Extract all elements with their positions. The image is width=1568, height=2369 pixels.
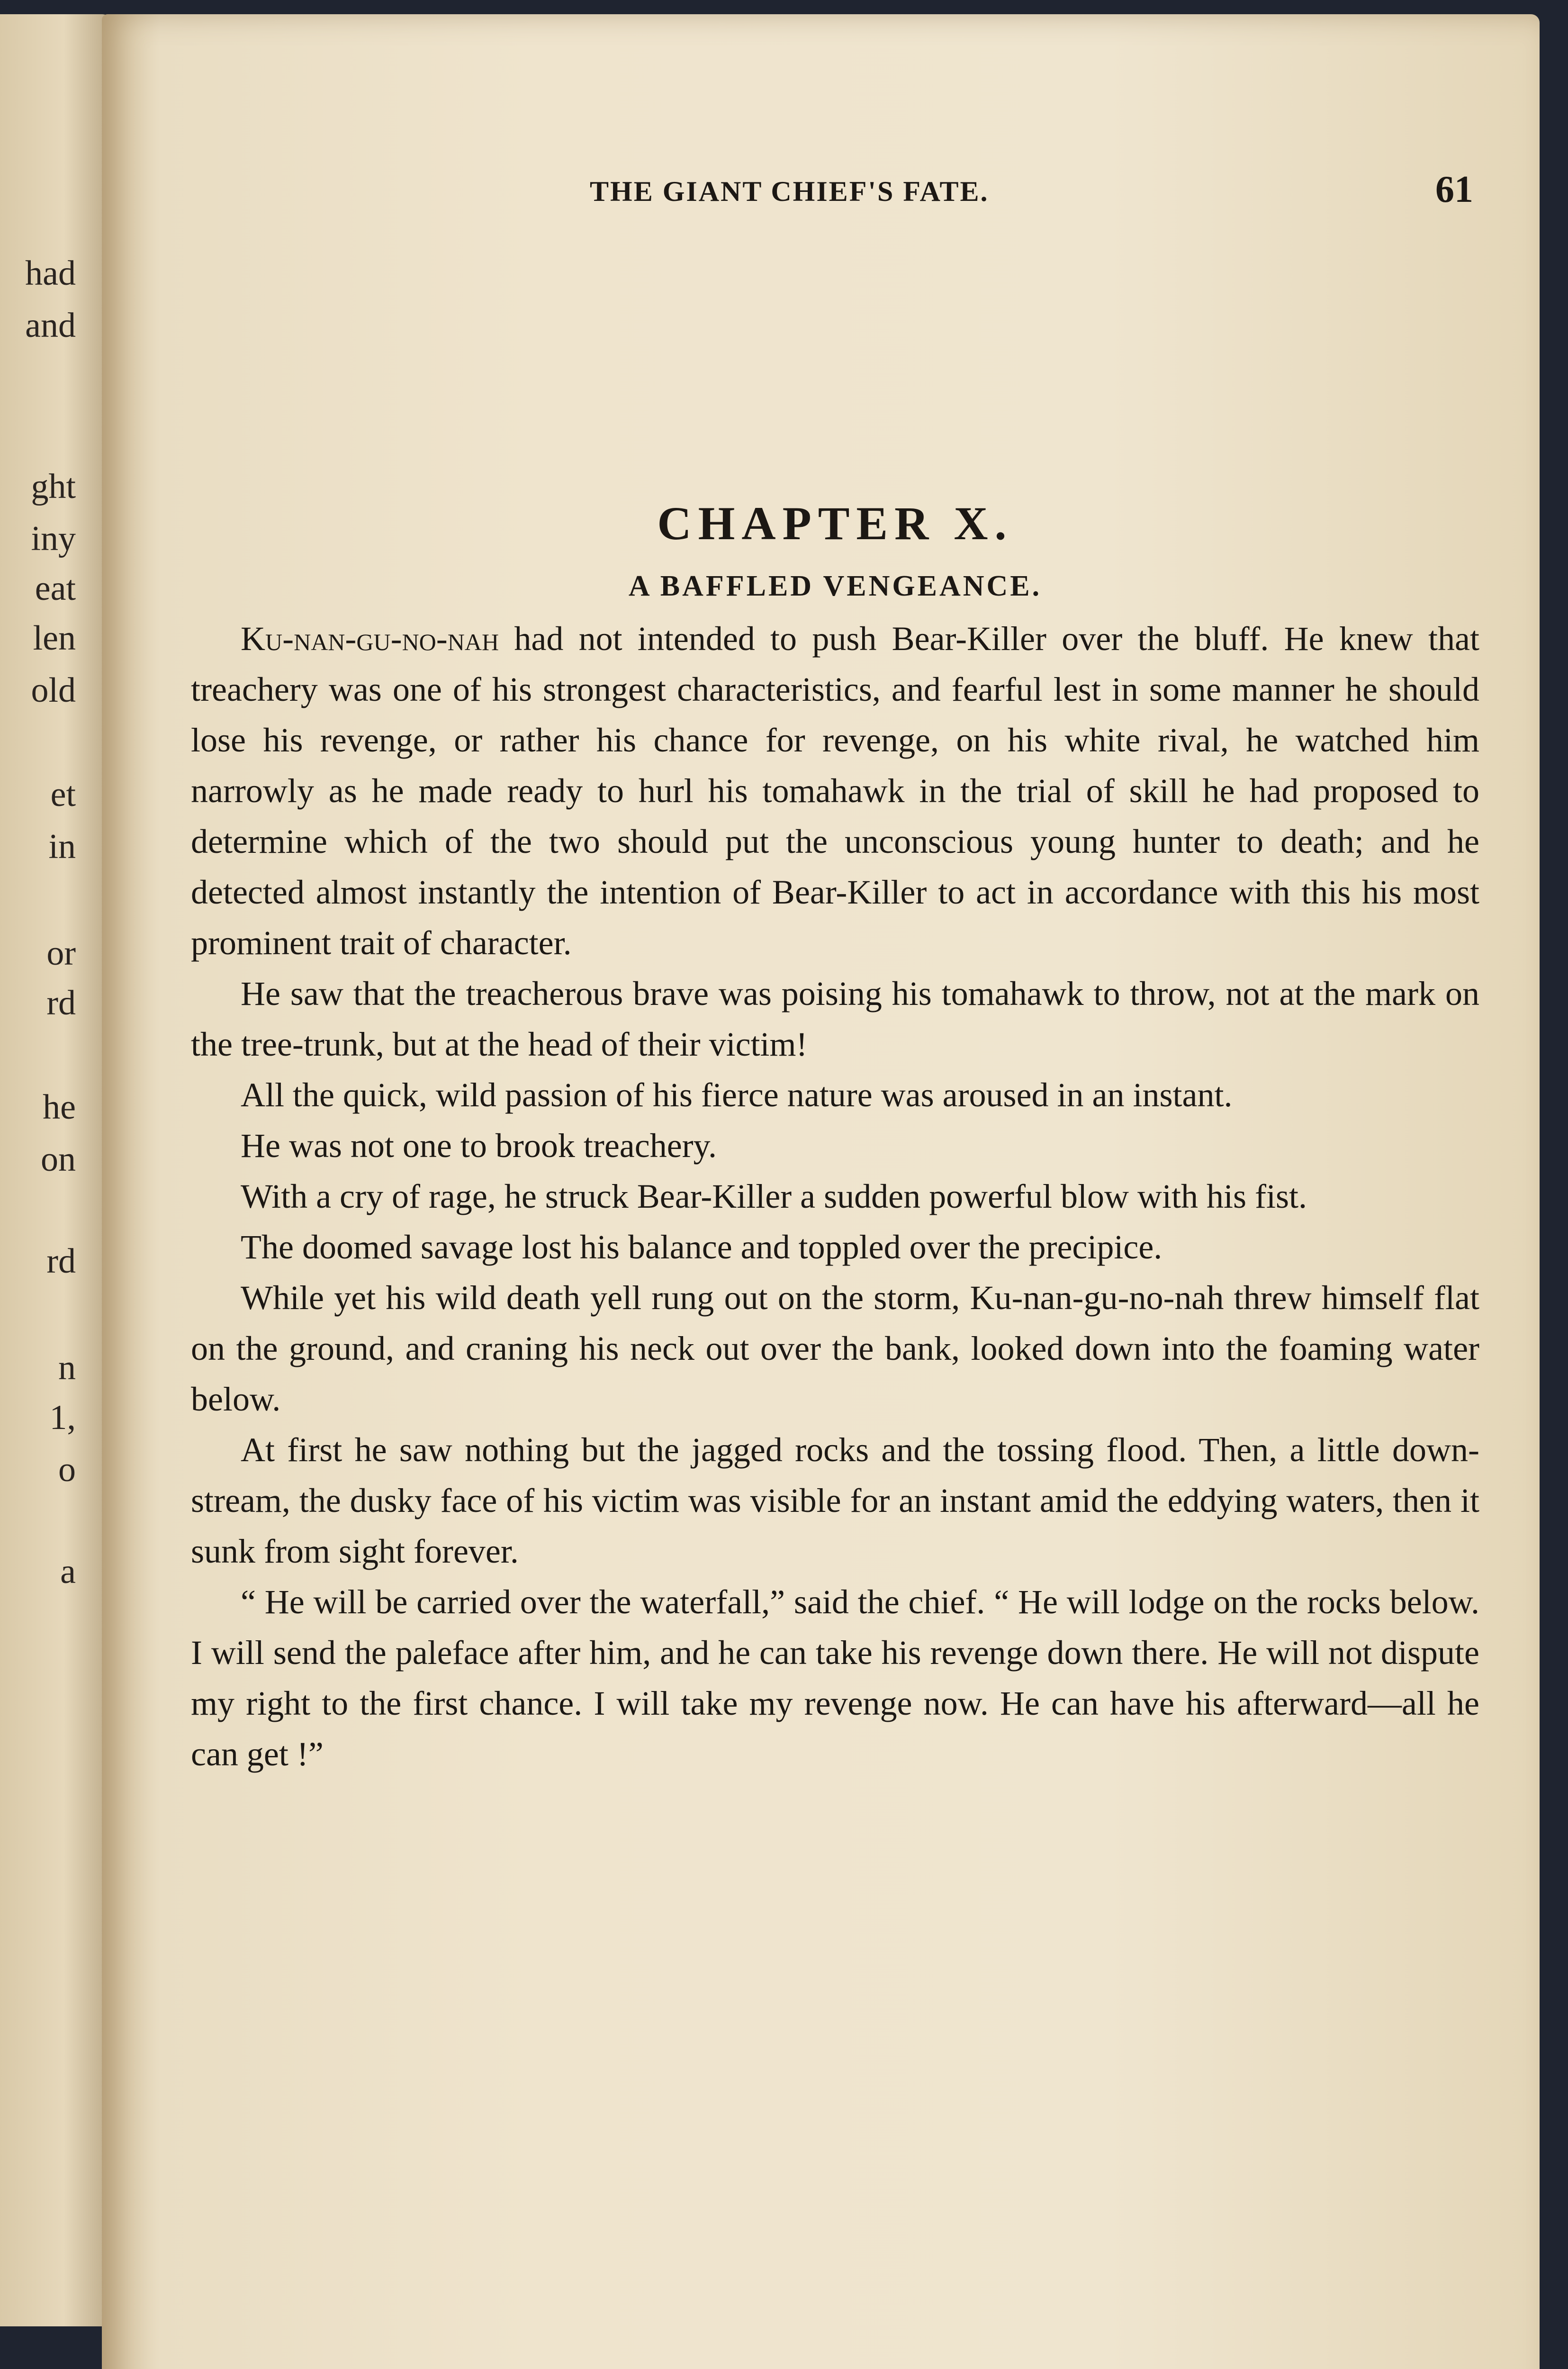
paragraph-text: He was not one to brook treachery. <box>241 1127 717 1165</box>
left-page-fragment: rd <box>46 1242 76 1281</box>
paragraph-text: He saw that the treacherous brave was poising his tomahawk to throw, not at the mark on the tree-trunk, but at the head of their victim! <box>191 975 1479 1063</box>
paragraph-text: All the quick, wild passion of his fierce nature was aroused in an instant. <box>241 1076 1233 1114</box>
paragraph <box>191 1121 1479 1171</box>
left-page-fragment: et <box>50 775 76 814</box>
paragraph <box>191 1222 1479 1273</box>
paragraph <box>191 1070 1479 1121</box>
left-page-fragment: o <box>58 1450 76 1489</box>
paragraph-text: With a cry of rage, he struck Bear-Killer a sudden powerful blow with his fist. <box>241 1177 1307 1215</box>
previous-page-edge <box>0 14 116 2326</box>
left-page-fragment: he <box>43 1088 76 1127</box>
chapter-subtitle: A BAFFLED VENGEANCE. <box>628 570 1042 602</box>
left-page-fragment: eat <box>35 569 76 608</box>
paragraph <box>191 1171 1479 1222</box>
paragraph-text: had not intended to push Bear-Killer over the bluff. He knew that treachery was one of his strongest characteristics, and fearful lest in some manner he should lose his revenge, or rather his chance for revenge, on his white rival, he watched him narrowly as he made ready to hurl his tomahawk in the trial of skill he had proposed to determine which of the two should put the unconscious young hunter to death; and he detected almost instantly the intention of Bear-Killer to act in accordance with this his most prominent trait of character. <box>191 620 1479 962</box>
book-page <box>102 14 1540 2369</box>
left-page-fragment: a <box>60 1552 76 1591</box>
left-page-fragment: had <box>25 254 76 293</box>
paragraph <box>191 614 1479 968</box>
paragraph <box>191 1577 1479 1780</box>
left-page-fragment: in <box>48 827 76 866</box>
left-page-fragment: rd <box>46 984 76 1022</box>
text-block <box>191 488 1479 1780</box>
left-page-fragment: ght <box>31 467 76 506</box>
paragraph-text: The doomed savage lost his balance and toppled over the precipice. <box>241 1228 1162 1266</box>
left-page-fragment: n <box>58 1348 76 1387</box>
paragraph-text: While yet his wild death yell rung out on the storm, Ku-nan-gu-no-nah threw himself flat on the ground, and craning his neck out over the bank, looked down into the foaming water below. <box>191 1279 1479 1418</box>
paragraph-text: At first he saw nothing but the jagged rocks and the tossing flood. Then, a little down-stream, the dusky face of his victim was visible for an instant amid the eddying waters, then it sunk from sight forever. <box>191 1431 1479 1570</box>
left-page-fragment: or <box>46 934 76 973</box>
left-page-fragment: iny <box>31 519 76 558</box>
paragraph-text: “ He will be carried over the waterfall,” said the chief. “ He will lodge on the rocks below. I will send the paleface after him, and he can take his revenge down there. He will not dispute my right to the first chance. I will take my revenge now. He can have his afterward—all he can get !” <box>191 1583 1479 1773</box>
paragraph <box>191 968 1479 1070</box>
chapter-title: CHAPTER X. <box>657 497 1013 550</box>
left-page-fragment: 1, <box>49 1398 76 1437</box>
body-text <box>191 614 1479 1780</box>
left-page-fragment: on <box>41 1140 76 1179</box>
left-page-fragment: old <box>31 671 76 710</box>
left-page-fragment: and <box>25 306 76 345</box>
page-number: 61 <box>1435 169 1473 210</box>
paragraph-lead-name: Ku-nan-gu-no-nah <box>241 620 499 658</box>
running-title: THE GIANT CHIEF'S FATE. <box>590 176 989 207</box>
paragraph <box>191 1273 1479 1425</box>
paragraph <box>191 1425 1479 1577</box>
left-page-fragment: len <box>33 619 76 658</box>
